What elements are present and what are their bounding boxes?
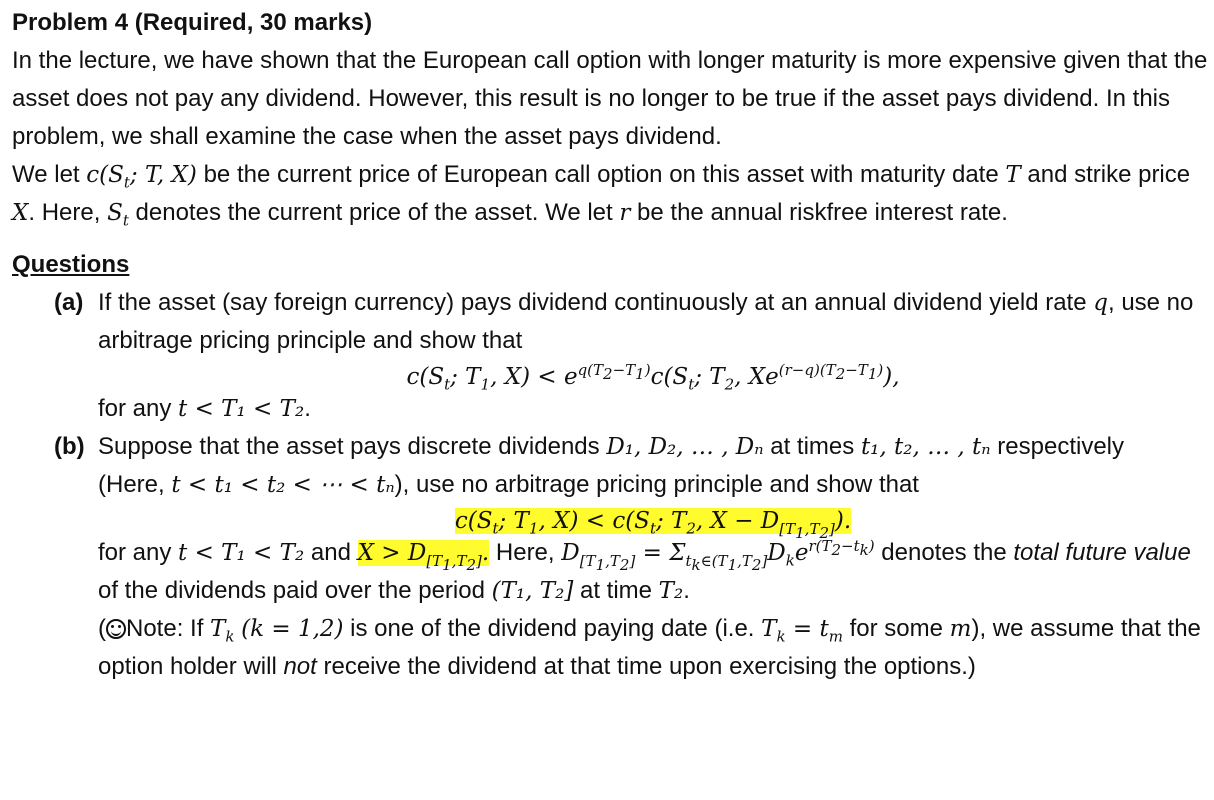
smiley-icon bbox=[106, 619, 126, 639]
intro-paragraph: In the lecture, we have shown that the European call option with longer maturity is more expensive given that the asset does not pay any dividend. However, this result is no longer to be true if the asset pays dividend. In this problem, we shall examine the case when the asset pays dividend. bbox=[12, 47, 1208, 150]
question-a-label: (a) bbox=[54, 289, 84, 316]
equation-a: $c(S_t$; $T_1$, $X) < e^{q(T_2-T_1)}c(S_t$; $T_2$, $Xe^{(r-q)(T_2-T_1)}$), bbox=[406, 361, 900, 394]
note: ( Note: If $T_k$ (k = 1,2) is one of the dividend paying date (i.e. $T_k = t_m$ for some m), we assume that the option holder will not receive the dividend at that time upon exercising the options.) bbox=[98, 615, 1201, 680]
question-b: (b) Suppose that the asset pays discrete dividends D₁, D₂, … , Dₙ at times t₁, t₂, … , tₙ respectively (Here, t < t₁ < t₂ < ⋯ < tₙ), use no arbitrage pricing principle and show that $c(S_t$; $T_1$, $X) < c(S_t$; $T_2$, $X - D_{[T_1,T_2]}$). for any t < T₁ < T₂ and $X > D_{[T_1,T_2]}$. Here, $D_{[T_1,T_2]} = \Sigma_{t_k\in(T_1,T_2]}D_ke^{r(T_2-t_k)}$ denotes the total future value of the dividends paid over the period (T₁, T₂] at time T₂. ( Note: If $T_k$ (k = 1,2) is one of the dividend paying date (i.e. $T_k = t_m$ for some m), we assume that the option holder will not receive the dividend at that time upon exercising the options.) bbox=[12, 428, 1208, 686]
document-body bbox=[12, 4, 1208, 686]
condition-a: t < T₁ < T₂ bbox=[178, 396, 305, 422]
question-b-label: (b) bbox=[54, 433, 85, 460]
question-a: (a) If the asset (say foreign currency) pays dividend continuously at an annual dividend yield rate q, use no arbitrage pricing principle and show that $c(S_t$; $T_1$, $X) < e^{q(T_2-T_1)}c(S_t$; $T_2$, $Xe^{(r-q)(T_2-T_1)}$), for any t < T₁ < T₂. bbox=[12, 284, 1208, 428]
total-dividend-definition: $D_{[T_1,T_2]} = \Sigma_{t_k\in(T_1,T_2]}D_ke^{r(T_2-t_k)}$ bbox=[561, 537, 875, 574]
x-condition: $X > D_{[T_1,T_2]}$. bbox=[357, 540, 490, 574]
definition-paragraph: We let $c(S_t$; T, X) be the current price of European call option on this asset with maturity date T and strike price X. Here, $S_t$ denotes the current price of the asset. We let r be the annual riskfree interest rate. bbox=[12, 161, 1191, 230]
equation-b: $c(S_t$; $T_1$, $X) < c(S_t$; $T_2$, $X - D_{[T_1,T_2]}$). bbox=[454, 508, 852, 542]
questions-heading: Questions bbox=[12, 251, 130, 278]
problem-title: Problem 4 (Required, 30 marks) bbox=[12, 9, 373, 36]
